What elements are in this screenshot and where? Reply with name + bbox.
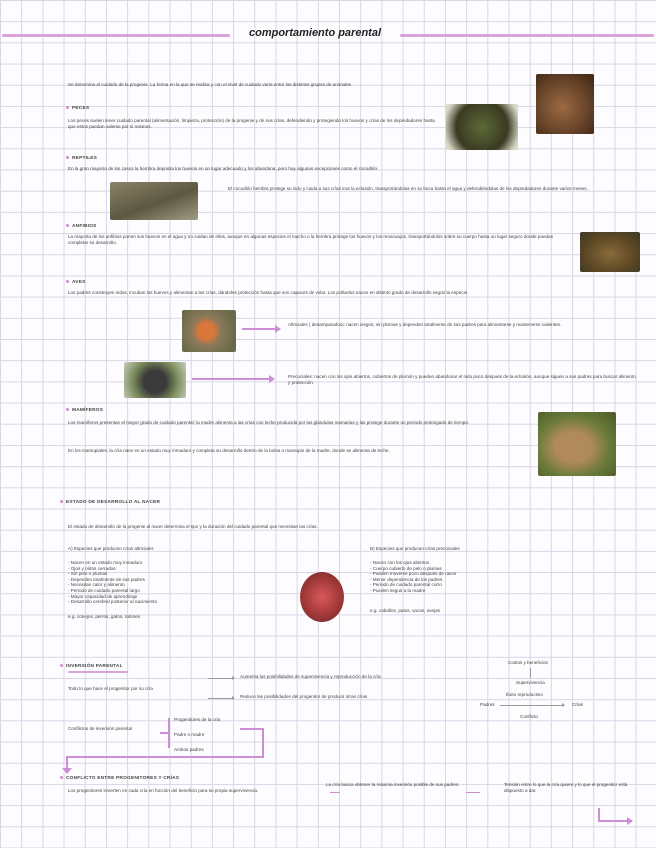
- conflict-box-item: Progenitores de la cría: [174, 717, 221, 722]
- diagram-arrow: [500, 705, 564, 706]
- section-text-aves: Los padres construyen nidos, incuban los huevos y alimentan a las crías, dándoles protección hasta que son capaces de volar. Los polluelos nacen en distinto grado de desarrollo según la especie.: [68, 290, 469, 295]
- section-heading-anfibios: ANFIBIOS: [66, 224, 97, 229]
- diagram-costs: Costos y beneficios: [508, 660, 548, 665]
- conflict-text-2: La cría busca obtener la máxima inversión posible de sus padres.: [326, 782, 460, 787]
- aves-precocial-text: Precociales: nacen con los ojos abiertos, cubiertos de plumón y pueden abandonar el nido poco después de la eclosión, aunque siguen a sus padres para buscar alimento y protección.: [288, 374, 636, 385]
- photo-crocodile: [110, 182, 198, 220]
- page-title: comportamiento parental: [248, 27, 382, 39]
- conflict-text-3: Tensión entre lo que la cría quiere y lo que el progenitor está dispuesto a dar.: [504, 782, 628, 793]
- title-rule-right: [400, 34, 654, 37]
- altricial-item: - Sin pelo o plumas: [68, 571, 108, 577]
- investment-reduces: Reduce las posibilidades del progenitor de producir otras crías: [240, 694, 368, 699]
- photo-fish-eggs: [446, 104, 518, 150]
- section-text-anfibios: La mayoría de los anfibios ponen sus huevos en el agua y no cuidan de ellos, aunque en algunas especies el macho o la hembra protege los huevos y los renacuajos, transportándolos sobre su cuerpo hasta un lugar seguro donde puedan completar su desarrollo.: [68, 234, 554, 245]
- conflict-dash-2: [466, 792, 480, 793]
- precocial-item: - Periodo de cuidado parental corto: [370, 582, 442, 588]
- photo-chickens: [124, 362, 186, 398]
- bracket-vertical: [168, 718, 170, 748]
- flow-line-2: [262, 728, 264, 758]
- conflict-heading: CONFLICTO ENTRE PROGENITORES Y CRÍAS: [60, 776, 179, 781]
- aves-altricial-text: Altriciales ( desamparados): nacen ciegos, sin plumas y dependen totalmente de sus padres para alimentarse y mantenerse calientes.: [288, 322, 562, 327]
- section-text-reptiles-1: En la gran mayoría de los casos la hembra deposita los huevos en un lugar adecuado y los abandona, pero hay algunas excepciones como el cocodrilo.: [68, 166, 379, 171]
- investment-definition: Todo lo que hace el progenitor por su cría: [68, 686, 153, 691]
- conflict-dash-1: [330, 792, 340, 793]
- section-text-peces: Los peces suelen tener cuidado parental (alimentación, limpieza, protección) de la progenie y de sus crías, defendiendo y protegiendo los huevos y crías de los depredadores hasta que estos puedan valerse por sí mismos.: [68, 118, 435, 129]
- arrow-altricial: [242, 328, 280, 330]
- precocial-item: - Cuerpo cubierto de pelo o plumas: [370, 565, 442, 571]
- conflict-arrow: [598, 820, 632, 822]
- altricial-examples: e.g. conejos, perros, gatos, ratones: [68, 614, 141, 619]
- investment-increase: Aumenta las posibilidades de supervivencia y reproducción de la cría: [240, 674, 381, 679]
- conflict-box-label: Conflictos de inversión parental: [68, 726, 133, 731]
- diagram-line-1: [530, 668, 531, 678]
- diagram-parents: Padres: [480, 702, 495, 707]
- section-heading-mamiferos: MAMÍFEROS: [66, 408, 103, 413]
- photo-fish-nest: [536, 74, 594, 134]
- precocial-item: - Pueden seguir a la madre: [370, 587, 426, 593]
- precocial-examples: e.g. caballos, patos, vacas, ovejas: [370, 608, 440, 613]
- photo-robin: [182, 310, 236, 352]
- investment-underline: [68, 671, 128, 673]
- development-intro: El estado de desarrollo de la progenie al nacer determina el tipo y la duración del cuidado parental que necesitan las crías.: [68, 524, 318, 529]
- altricial-item: - Nacen en un estado muy inmaduro: [68, 560, 143, 565]
- section-heading-aves: AVES: [66, 280, 86, 285]
- diagram-survival: Supervivencia: [516, 680, 545, 685]
- altricial-title: A) Especies que producen crías altriciales: [68, 546, 154, 551]
- development-heading: ESTADO DE DESARROLLO AL NACER: [60, 500, 160, 505]
- photo-kangaroos: [538, 412, 616, 476]
- diagram-conflict: Conflicto: [520, 714, 538, 719]
- conflict-box-items: [174, 712, 220, 757]
- section-heading-reptiles: REPTILES: [66, 156, 97, 161]
- precocial-item: - Menor dependencia de los padres: [370, 576, 443, 582]
- conflict-text-1: Los progenitores invierten en cada cría en función del beneficio para su propia supervivencia.: [68, 788, 259, 793]
- diagram-reproductive: Éxito reproductivo: [506, 692, 543, 697]
- precocial-list: [370, 560, 630, 594]
- intro-text: Se denomina al cuidado de la progenie. La forma en la que se realiza y con el nivel de cuidado varía entre los distintos grupos de animales: [68, 82, 351, 87]
- altricial-item: - Necesitan calor y alimento: [68, 582, 125, 588]
- altricial-item: - Dependen totalmente de sus padres: [68, 576, 145, 582]
- precocial-title: B) Especies que producen crías precociales: [370, 546, 460, 551]
- diagram-offspring: Crías: [572, 702, 583, 707]
- flow-line-3: [66, 756, 264, 758]
- altricial-item: - Desarrollo cerebral posterior al nacimiento: [68, 599, 158, 605]
- investment-heading: INVERSIÓN PARENTAL: [60, 664, 123, 669]
- section-text-reptiles-2: El cocodrilo hembra protege su nido y cuida a sus crías tras la eclosión, transportándolas en su boca hasta el agua y defendiéndolas de los depredadores durante varios meses.: [228, 186, 588, 191]
- arrow-reduces: [208, 698, 234, 699]
- section-text-mamiferos-2: En los marsupiales, la cría nace en un estado muy inmaduro y completa su desarrollo dentro de la bolsa o marsupio de la madre, donde se alimenta de leche.: [68, 448, 390, 453]
- flow-line-1: [240, 728, 264, 730]
- altricial-item: - Periodo de cuidado parental largo: [68, 587, 140, 593]
- title-rule-left: [2, 34, 230, 37]
- arrow-increase: [208, 678, 234, 679]
- conflict-box-item: Padre o madre: [174, 732, 205, 737]
- flow-arrowhead: [62, 768, 72, 774]
- conflict-box-item: Ambos padres: [174, 747, 204, 752]
- precocial-item: - Pueden moverse poco después de nacer: [370, 571, 457, 577]
- precocial-item: - Nacen con los ojos abiertos: [370, 560, 430, 565]
- altricial-item: - Ojos y oídos cerrados: [68, 565, 116, 571]
- photo-frog: [580, 232, 640, 272]
- photo-baby-mice: [300, 572, 344, 622]
- altricial-item: - Mayor capacidad de aprendizaje: [68, 593, 138, 599]
- section-text-mamiferos-1: Los mamíferos presentan el mayor grado de cuidado parental: la madre alimenta a las crías con leche producida por las glándulas mamarias y las protege durante un periodo prolongado de tiempo.: [68, 420, 470, 425]
- altricial-list: [68, 560, 298, 605]
- section-heading-peces: PECES: [66, 106, 89, 111]
- arrow-precocial: [192, 378, 274, 380]
